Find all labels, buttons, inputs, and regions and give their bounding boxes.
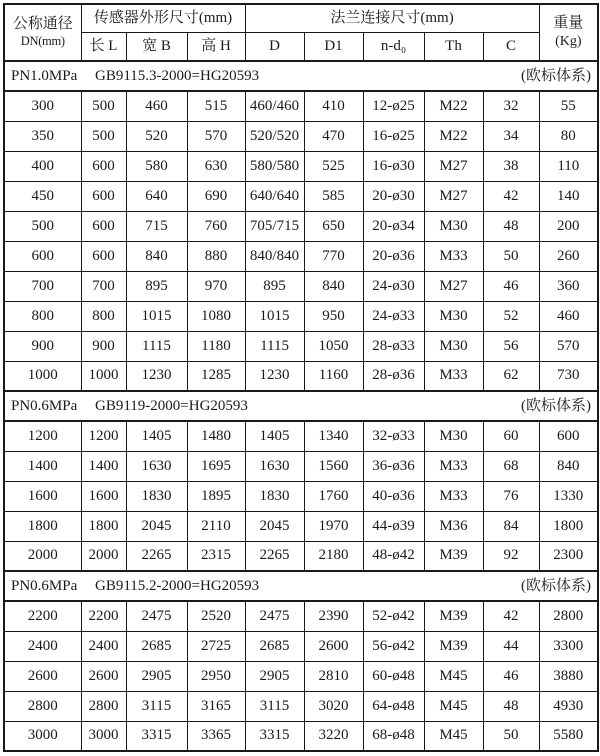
table-cell: 630 xyxy=(187,151,245,181)
table-cell: 60 xyxy=(483,421,539,451)
table-row xyxy=(4,211,598,241)
table-cell: 840 xyxy=(304,271,363,301)
table-cell: 730 xyxy=(539,361,598,391)
table-cell: 76 xyxy=(483,481,539,511)
weight-label-unit: (Kg) xyxy=(555,34,582,50)
section-system-note: (欧标体系) xyxy=(521,397,592,414)
table-cell: M45 xyxy=(424,691,483,721)
section-header-cell xyxy=(4,391,598,421)
table-cell: 3115 xyxy=(245,691,304,721)
table-cell: 2600 xyxy=(304,631,363,661)
table-cell: 840 xyxy=(539,451,598,481)
table-cell: M30 xyxy=(424,301,483,331)
table-cell: 1230 xyxy=(126,361,187,391)
table-cell: 48 xyxy=(483,211,539,241)
table-cell: 3020 xyxy=(304,691,363,721)
table-cell: 1630 xyxy=(126,451,187,481)
section-system-note: (欧标体系) xyxy=(521,67,592,84)
table-cell: 48-ø42 xyxy=(363,541,424,571)
table-cell: M39 xyxy=(424,601,483,631)
section-standard-code: GB9115.2-2000=HG20593 xyxy=(95,577,260,594)
table-cell: 2725 xyxy=(187,631,245,661)
table-cell: 970 xyxy=(187,271,245,301)
table-cell: 2685 xyxy=(245,631,304,661)
table-cell: 1180 xyxy=(187,331,245,361)
table-cell: 1080 xyxy=(187,301,245,331)
table-cell: 450 xyxy=(4,181,81,211)
table-cell: 28-ø33 xyxy=(363,331,424,361)
table-cell: M39 xyxy=(424,631,483,661)
table-cell: 260 xyxy=(539,241,598,271)
dn-label-cn: 公称通径 xyxy=(12,16,73,33)
section-header-row xyxy=(4,391,598,421)
table-cell: 950 xyxy=(304,301,363,331)
table-cell: 880 xyxy=(187,241,245,271)
table-cell: 12-ø25 xyxy=(363,91,424,121)
table-cell: 1830 xyxy=(126,481,187,511)
table-cell: 1015 xyxy=(126,301,187,331)
table-cell: 32-ø33 xyxy=(363,421,424,451)
table-cell: 1000 xyxy=(81,361,126,391)
table-cell: 20-ø34 xyxy=(363,211,424,241)
table-cell: 840 xyxy=(126,241,187,271)
table-cell: 42 xyxy=(483,601,539,631)
table-cell: M33 xyxy=(424,361,483,391)
table-cell: 3000 xyxy=(4,721,81,751)
table-cell: 515 xyxy=(187,91,245,121)
table-cell: 600 xyxy=(539,421,598,451)
section-system-note: (欧标体系) xyxy=(521,577,592,594)
table-cell: 46 xyxy=(483,271,539,301)
table-cell: M22 xyxy=(424,91,483,121)
table-cell: 1015 xyxy=(245,301,304,331)
table-cell: 2265 xyxy=(126,541,187,571)
table-body xyxy=(4,61,598,751)
table-cell: 28-ø36 xyxy=(363,361,424,391)
table-row xyxy=(4,691,598,721)
table-cell: 460/460 xyxy=(245,91,304,121)
table-cell: 2200 xyxy=(81,601,126,631)
table-cell: M36 xyxy=(424,511,483,541)
table-cell: 1895 xyxy=(187,481,245,511)
table-cell: 2810 xyxy=(304,661,363,691)
table-cell: 2045 xyxy=(245,511,304,541)
table-row xyxy=(4,631,598,661)
table-cell: 44-ø39 xyxy=(363,511,424,541)
table-cell: M30 xyxy=(424,421,483,451)
table-row xyxy=(4,241,598,271)
section-standard-code: GB9119-2000=HG20593 xyxy=(95,397,248,414)
table-cell: 2110 xyxy=(187,511,245,541)
table-row xyxy=(4,301,598,331)
table-cell: 600 xyxy=(81,181,126,211)
table-cell: 52 xyxy=(483,301,539,331)
table-cell: M33 xyxy=(424,241,483,271)
dn-label-unit: DN(mm) xyxy=(20,34,65,49)
table-cell: M22 xyxy=(424,121,483,151)
table-cell: 1230 xyxy=(245,361,304,391)
table-cell: 400 xyxy=(4,151,81,181)
table-cell: 1800 xyxy=(539,511,598,541)
table-cell: 470 xyxy=(304,121,363,151)
table-row xyxy=(4,151,598,181)
table-cell: M30 xyxy=(424,211,483,241)
table-cell: 2265 xyxy=(245,541,304,571)
table-cell: M27 xyxy=(424,271,483,301)
table-cell: M27 xyxy=(424,151,483,181)
table-cell: 2200 xyxy=(4,601,81,631)
table-cell: 1760 xyxy=(304,481,363,511)
table-cell: 92 xyxy=(483,541,539,571)
table-cell: 520/520 xyxy=(245,121,304,151)
section-header-row xyxy=(4,571,598,601)
table-cell: 760 xyxy=(187,211,245,241)
table-cell: M33 xyxy=(424,451,483,481)
column-header-n-d0: n-d₀ xyxy=(363,33,424,62)
table-cell: 350 xyxy=(4,121,81,151)
table-cell: 1200 xyxy=(81,421,126,451)
table-cell: 715 xyxy=(126,211,187,241)
table-row xyxy=(4,121,598,151)
table-cell: 1560 xyxy=(304,451,363,481)
table-cell: 84 xyxy=(483,511,539,541)
table-cell: 3000 xyxy=(81,721,126,751)
table-cell: 48 xyxy=(483,691,539,721)
table-header xyxy=(4,4,598,61)
table-cell: 16-ø25 xyxy=(363,121,424,151)
section-pressure-rating: PN0.6MPa xyxy=(11,397,78,414)
column-header-height-h: 高 H xyxy=(187,33,245,62)
table-cell: 2315 xyxy=(187,541,245,571)
table-cell: 1050 xyxy=(304,331,363,361)
column-header-d1: D1 xyxy=(304,33,363,62)
table-cell: 2520 xyxy=(187,601,245,631)
table-cell: 840/840 xyxy=(245,241,304,271)
table-cell: 2475 xyxy=(245,601,304,631)
table-cell: 1630 xyxy=(245,451,304,481)
table-cell: 500 xyxy=(4,211,81,241)
table-cell: 525 xyxy=(304,151,363,181)
column-header-dn xyxy=(4,4,81,61)
table-cell: 410 xyxy=(304,91,363,121)
table-cell: 705/715 xyxy=(245,211,304,241)
table-cell: 110 xyxy=(539,151,598,181)
table-cell: 3365 xyxy=(187,721,245,751)
table-cell: 1480 xyxy=(187,421,245,451)
column-header-c: C xyxy=(483,33,539,62)
table-cell: 500 xyxy=(81,91,126,121)
section-header-cell xyxy=(4,571,598,601)
table-row xyxy=(4,481,598,511)
table-cell: 140 xyxy=(539,181,598,211)
table-cell: 3165 xyxy=(187,691,245,721)
table-cell: 38 xyxy=(483,151,539,181)
section-header-row xyxy=(4,61,598,91)
table-row xyxy=(4,271,598,301)
table-cell: 650 xyxy=(304,211,363,241)
table-cell: 1200 xyxy=(4,421,81,451)
table-cell: 2180 xyxy=(304,541,363,571)
table-cell: 460 xyxy=(126,91,187,121)
table-cell: 580 xyxy=(126,151,187,181)
table-cell: 36-ø36 xyxy=(363,451,424,481)
table-cell: 900 xyxy=(81,331,126,361)
table-cell: 360 xyxy=(539,271,598,301)
table-cell: M33 xyxy=(424,481,483,511)
table-cell: 200 xyxy=(539,211,598,241)
table-cell: 770 xyxy=(304,241,363,271)
table-cell: 3220 xyxy=(304,721,363,751)
table-cell: 1800 xyxy=(81,511,126,541)
table-cell: M30 xyxy=(424,331,483,361)
table-cell: 1400 xyxy=(81,451,126,481)
table-cell: 24-ø33 xyxy=(363,301,424,331)
table-cell: 34 xyxy=(483,121,539,151)
table-cell: 460 xyxy=(539,301,598,331)
table-cell: 1115 xyxy=(245,331,304,361)
table-cell: 2600 xyxy=(81,661,126,691)
table-row xyxy=(4,421,598,451)
column-header-weight xyxy=(539,4,598,61)
table-cell: 50 xyxy=(483,241,539,271)
table-cell: 56 xyxy=(483,331,539,361)
table-cell: 1830 xyxy=(245,481,304,511)
table-cell: 2045 xyxy=(126,511,187,541)
table-cell: 1600 xyxy=(81,481,126,511)
table-row xyxy=(4,511,598,541)
table-cell: 800 xyxy=(81,301,126,331)
table-cell: 60-ø48 xyxy=(363,661,424,691)
header-row-groups xyxy=(4,4,598,33)
column-group-flange-dimensions: 法兰连接尺寸(mm) xyxy=(245,4,539,33)
table-cell: 2800 xyxy=(539,601,598,631)
table-cell: 1970 xyxy=(304,511,363,541)
table-row xyxy=(4,661,598,691)
table-cell: 1405 xyxy=(126,421,187,451)
table-cell: 1405 xyxy=(245,421,304,451)
table-cell: 3115 xyxy=(126,691,187,721)
table-cell: 56-ø42 xyxy=(363,631,424,661)
table-cell: 5580 xyxy=(539,721,598,751)
table-cell: 2600 xyxy=(4,661,81,691)
header-row-subcolumns xyxy=(4,33,598,62)
table-cell: 2905 xyxy=(245,661,304,691)
table-cell: 2950 xyxy=(187,661,245,691)
table-cell: 46 xyxy=(483,661,539,691)
section-pressure-rating: PN0.6MPa xyxy=(11,577,78,594)
table-cell: 570 xyxy=(539,331,598,361)
table-cell: 1160 xyxy=(304,361,363,391)
section-header-cell xyxy=(4,61,598,91)
table-cell: 570 xyxy=(187,121,245,151)
table-cell: 500 xyxy=(81,121,126,151)
dimension-spec-table xyxy=(3,3,599,752)
table-cell: 1285 xyxy=(187,361,245,391)
table-cell: 3880 xyxy=(539,661,598,691)
table-cell: 44 xyxy=(483,631,539,661)
table-cell: 3300 xyxy=(539,631,598,661)
table-row xyxy=(4,361,598,391)
table-cell: 1695 xyxy=(187,451,245,481)
table-cell: 16-ø30 xyxy=(363,151,424,181)
table-cell: 1115 xyxy=(126,331,187,361)
table-cell: 3315 xyxy=(126,721,187,751)
table-cell: 600 xyxy=(81,211,126,241)
table-cell: 2300 xyxy=(539,541,598,571)
table-cell: 64-ø48 xyxy=(363,691,424,721)
table-cell: 50 xyxy=(483,721,539,751)
table-cell: 20-ø30 xyxy=(363,181,424,211)
table-cell: 2800 xyxy=(4,691,81,721)
table-cell: 68 xyxy=(483,451,539,481)
table-row xyxy=(4,331,598,361)
table-row xyxy=(4,721,598,751)
table-cell: 600 xyxy=(81,151,126,181)
table-cell: 520 xyxy=(126,121,187,151)
table-cell: 62 xyxy=(483,361,539,391)
table-cell: M45 xyxy=(424,661,483,691)
table-cell: M27 xyxy=(424,181,483,211)
table-cell: 1340 xyxy=(304,421,363,451)
table-row xyxy=(4,541,598,571)
table-row xyxy=(4,91,598,121)
table-cell: 300 xyxy=(4,91,81,121)
table-row xyxy=(4,601,598,631)
table-row xyxy=(4,451,598,481)
table-cell: 20-ø36 xyxy=(363,241,424,271)
column-group-sensor-dimensions: 传感器外形尺寸(mm) xyxy=(81,4,245,33)
table-cell: 1400 xyxy=(4,451,81,481)
table-cell: 3315 xyxy=(245,721,304,751)
table-cell: 2390 xyxy=(304,601,363,631)
table-cell: 1000 xyxy=(4,361,81,391)
weight-label-cn: 重量 xyxy=(553,15,584,32)
table-cell: 900 xyxy=(4,331,81,361)
table-cell: 1800 xyxy=(4,511,81,541)
table-cell: 2800 xyxy=(81,691,126,721)
table-cell: 42 xyxy=(483,181,539,211)
column-header-th: Th xyxy=(424,33,483,62)
table-row xyxy=(4,181,598,211)
table-cell: 40-ø36 xyxy=(363,481,424,511)
table-cell: M45 xyxy=(424,721,483,751)
table-cell: 585 xyxy=(304,181,363,211)
table-cell: 690 xyxy=(187,181,245,211)
table-cell: M39 xyxy=(424,541,483,571)
table-cell: 2400 xyxy=(81,631,126,661)
table-cell: 640 xyxy=(126,181,187,211)
table-cell: 2685 xyxy=(126,631,187,661)
table-cell: 895 xyxy=(126,271,187,301)
table-cell: 4930 xyxy=(539,691,598,721)
table-cell: 80 xyxy=(539,121,598,151)
table-cell: 2400 xyxy=(4,631,81,661)
table-cell: 600 xyxy=(81,241,126,271)
table-cell: 24-ø30 xyxy=(363,271,424,301)
table-cell: 55 xyxy=(539,91,598,121)
column-header-d: D xyxy=(245,33,304,62)
table-cell: 32 xyxy=(483,91,539,121)
table-cell: 1330 xyxy=(539,481,598,511)
table-cell: 2000 xyxy=(81,541,126,571)
table-cell: 2905 xyxy=(126,661,187,691)
table-cell: 800 xyxy=(4,301,81,331)
table-cell: 600 xyxy=(4,241,81,271)
table-cell: 895 xyxy=(245,271,304,301)
section-standard-code: GB9115.3-2000=HG20593 xyxy=(95,67,260,84)
table-cell: 700 xyxy=(81,271,126,301)
table-cell: 640/640 xyxy=(245,181,304,211)
table-cell: 700 xyxy=(4,271,81,301)
table-cell: 68-ø48 xyxy=(363,721,424,751)
table-cell: 580/580 xyxy=(245,151,304,181)
table-cell: 2000 xyxy=(4,541,81,571)
table-cell: 1600 xyxy=(4,481,81,511)
section-pressure-rating: PN1.0MPa xyxy=(11,67,78,84)
column-header-width-b: 宽 B xyxy=(126,33,187,62)
column-header-length-l: 长 L xyxy=(81,33,126,62)
table-cell: 2475 xyxy=(126,601,187,631)
table-cell: 52-ø42 xyxy=(363,601,424,631)
